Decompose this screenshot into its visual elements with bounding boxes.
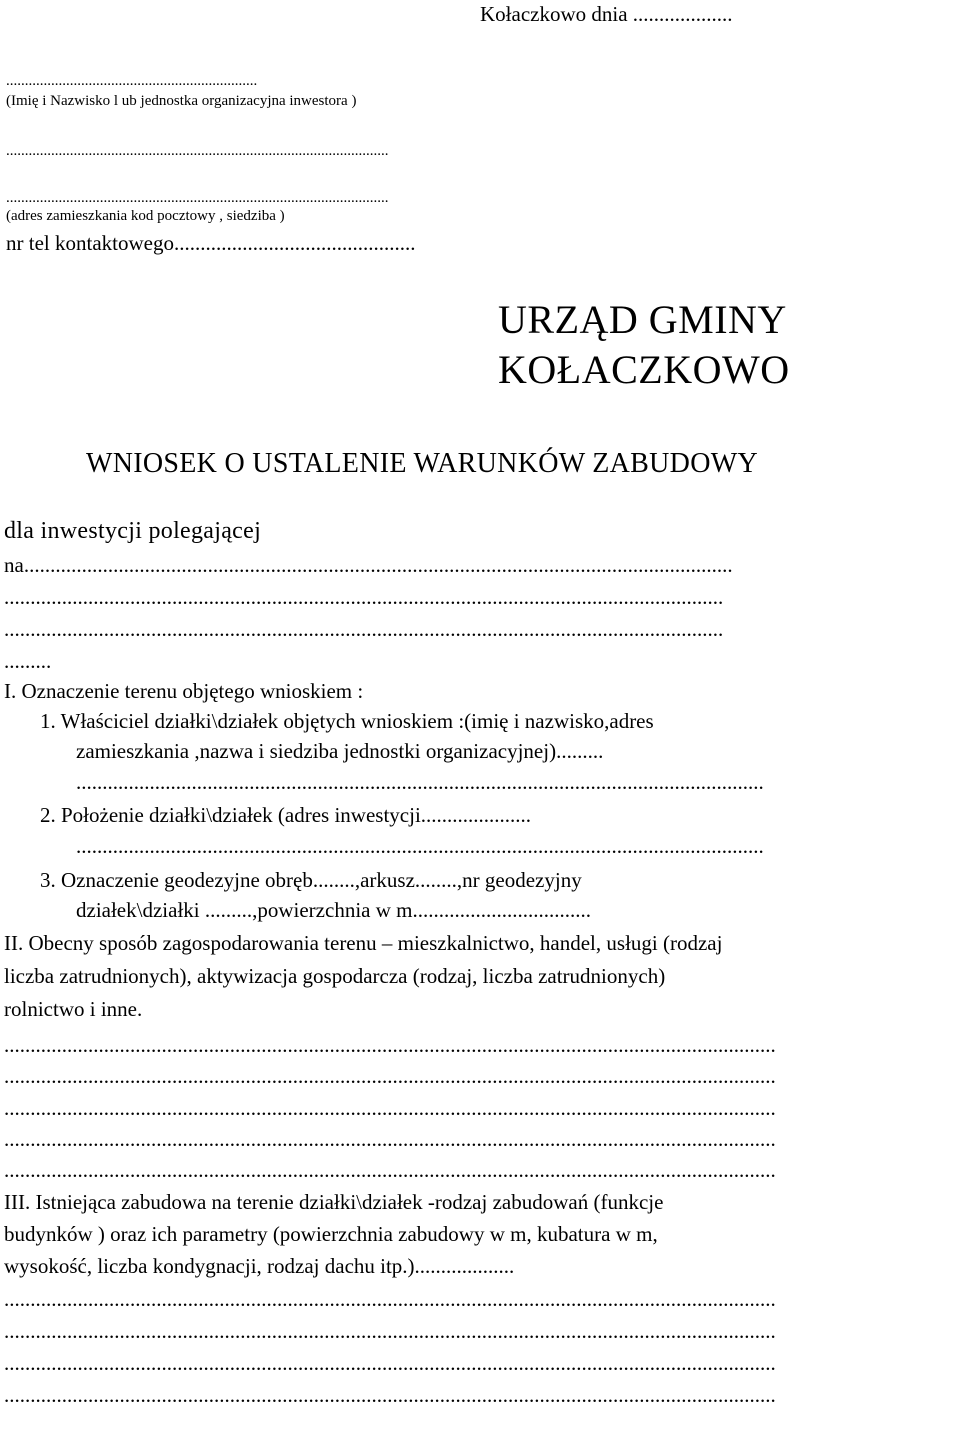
- applicant-address-field: ......................................................................................................: [6, 190, 389, 206]
- applicant-phone-field: nr tel kontaktowego..............................................: [6, 231, 416, 255]
- investment-description-line: .........................................................................................................................................: [4, 617, 724, 641]
- section-3-line1: III. Istniejąca zabudowa na terenie działki\działek -rodzaj zabudowań (funkcje: [4, 1190, 664, 1214]
- investment-description-line: .........................................................................................................................................: [4, 585, 724, 609]
- section-3-field-line: ...................................................................................................................................................: [4, 1383, 776, 1407]
- section-1-item-3-line2: działek\działki .........,powierzchnia w m..................................: [76, 898, 591, 922]
- section-3-field-line: ...................................................................................................................................................: [4, 1319, 776, 1343]
- section-1-item-3-line1: 3. Oznaczenie geodezyjne obręb........,arkusz........,nr geodezyjny: [40, 868, 582, 892]
- place-and-date: Kołaczkowo dnia ...................: [480, 2, 733, 26]
- section-2-field-line: ...................................................................................................................................................: [4, 1127, 776, 1151]
- section-2-field-line: ...................................................................................................................................................: [4, 1158, 776, 1182]
- section-1-title: I. Oznaczenie terenu objętego wnioskiem :: [4, 679, 364, 703]
- section-1-item-2-line1: 2. Położenie działki\działek (adres inwestycji.....................: [40, 803, 532, 827]
- applicant-address-caption: (adres zamieszkania kod pocztowy , siedziba ): [6, 208, 285, 224]
- section-1-item-1-line2: zamieszkania ,nazwa i siedziba jednostki organizacyjnej).........: [76, 739, 604, 763]
- section-3-field-line: ...................................................................................................................................................: [4, 1351, 776, 1375]
- section-3-field-line: ...................................................................................................................................................: [4, 1287, 776, 1311]
- section-2-field-line: ...................................................................................................................................................: [4, 1033, 776, 1057]
- section-1-item-1-field: ...................................................................................................................................: [76, 770, 764, 794]
- section-3-line2: budynków ) oraz ich parametry (powierzchnia zabudowy w m, kubatura w m,: [4, 1222, 658, 1246]
- section-1-item-1-line1: 1. Właściciel działki\działek objętych wnioskiem :(imię i nazwisko,adres: [40, 709, 654, 733]
- investment-intro: dla inwestycji polegającej: [4, 518, 262, 544]
- section-2-field-line: ...................................................................................................................................................: [4, 1096, 776, 1120]
- form-title: WNIOSEK O USTALENIE WARUNKÓW ZABUDOWY: [86, 448, 758, 479]
- recipient-office-line2: KOŁACZKOWO: [498, 347, 790, 392]
- section-3-line3: wysokość, liczba kondygnacji, rodzaj dachu itp.)...................: [4, 1254, 515, 1278]
- section-2-line1: II. Obecny sposób zagospodarowania terenu – mieszkalnictwo, handel, usługi (rodzaj: [4, 931, 723, 955]
- section-2-line3: rolnictwo i inne.: [4, 997, 143, 1021]
- section-2-field-line: ...................................................................................................................................................: [4, 1064, 776, 1088]
- section-1-item-2-field: ...................................................................................................................................: [76, 834, 764, 858]
- recipient-office-line1: URZĄD GMINY: [498, 297, 787, 342]
- section-2-line2: liczba zatrudnionych), aktywizacja gospodarcza (rodzaj, liczba zatrudnionych): [4, 964, 666, 988]
- applicant-name-field: ...................................................................: [6, 73, 258, 89]
- investment-description-field: na.......................................................................................................................................: [4, 553, 733, 577]
- investment-description-line: .........: [4, 649, 52, 673]
- applicant-name-caption: (Imię i Nazwisko l ub jednostka organizacyjna inwestora ): [6, 93, 357, 109]
- applicant-name-field-continued: ......................................................................................................: [6, 143, 389, 159]
